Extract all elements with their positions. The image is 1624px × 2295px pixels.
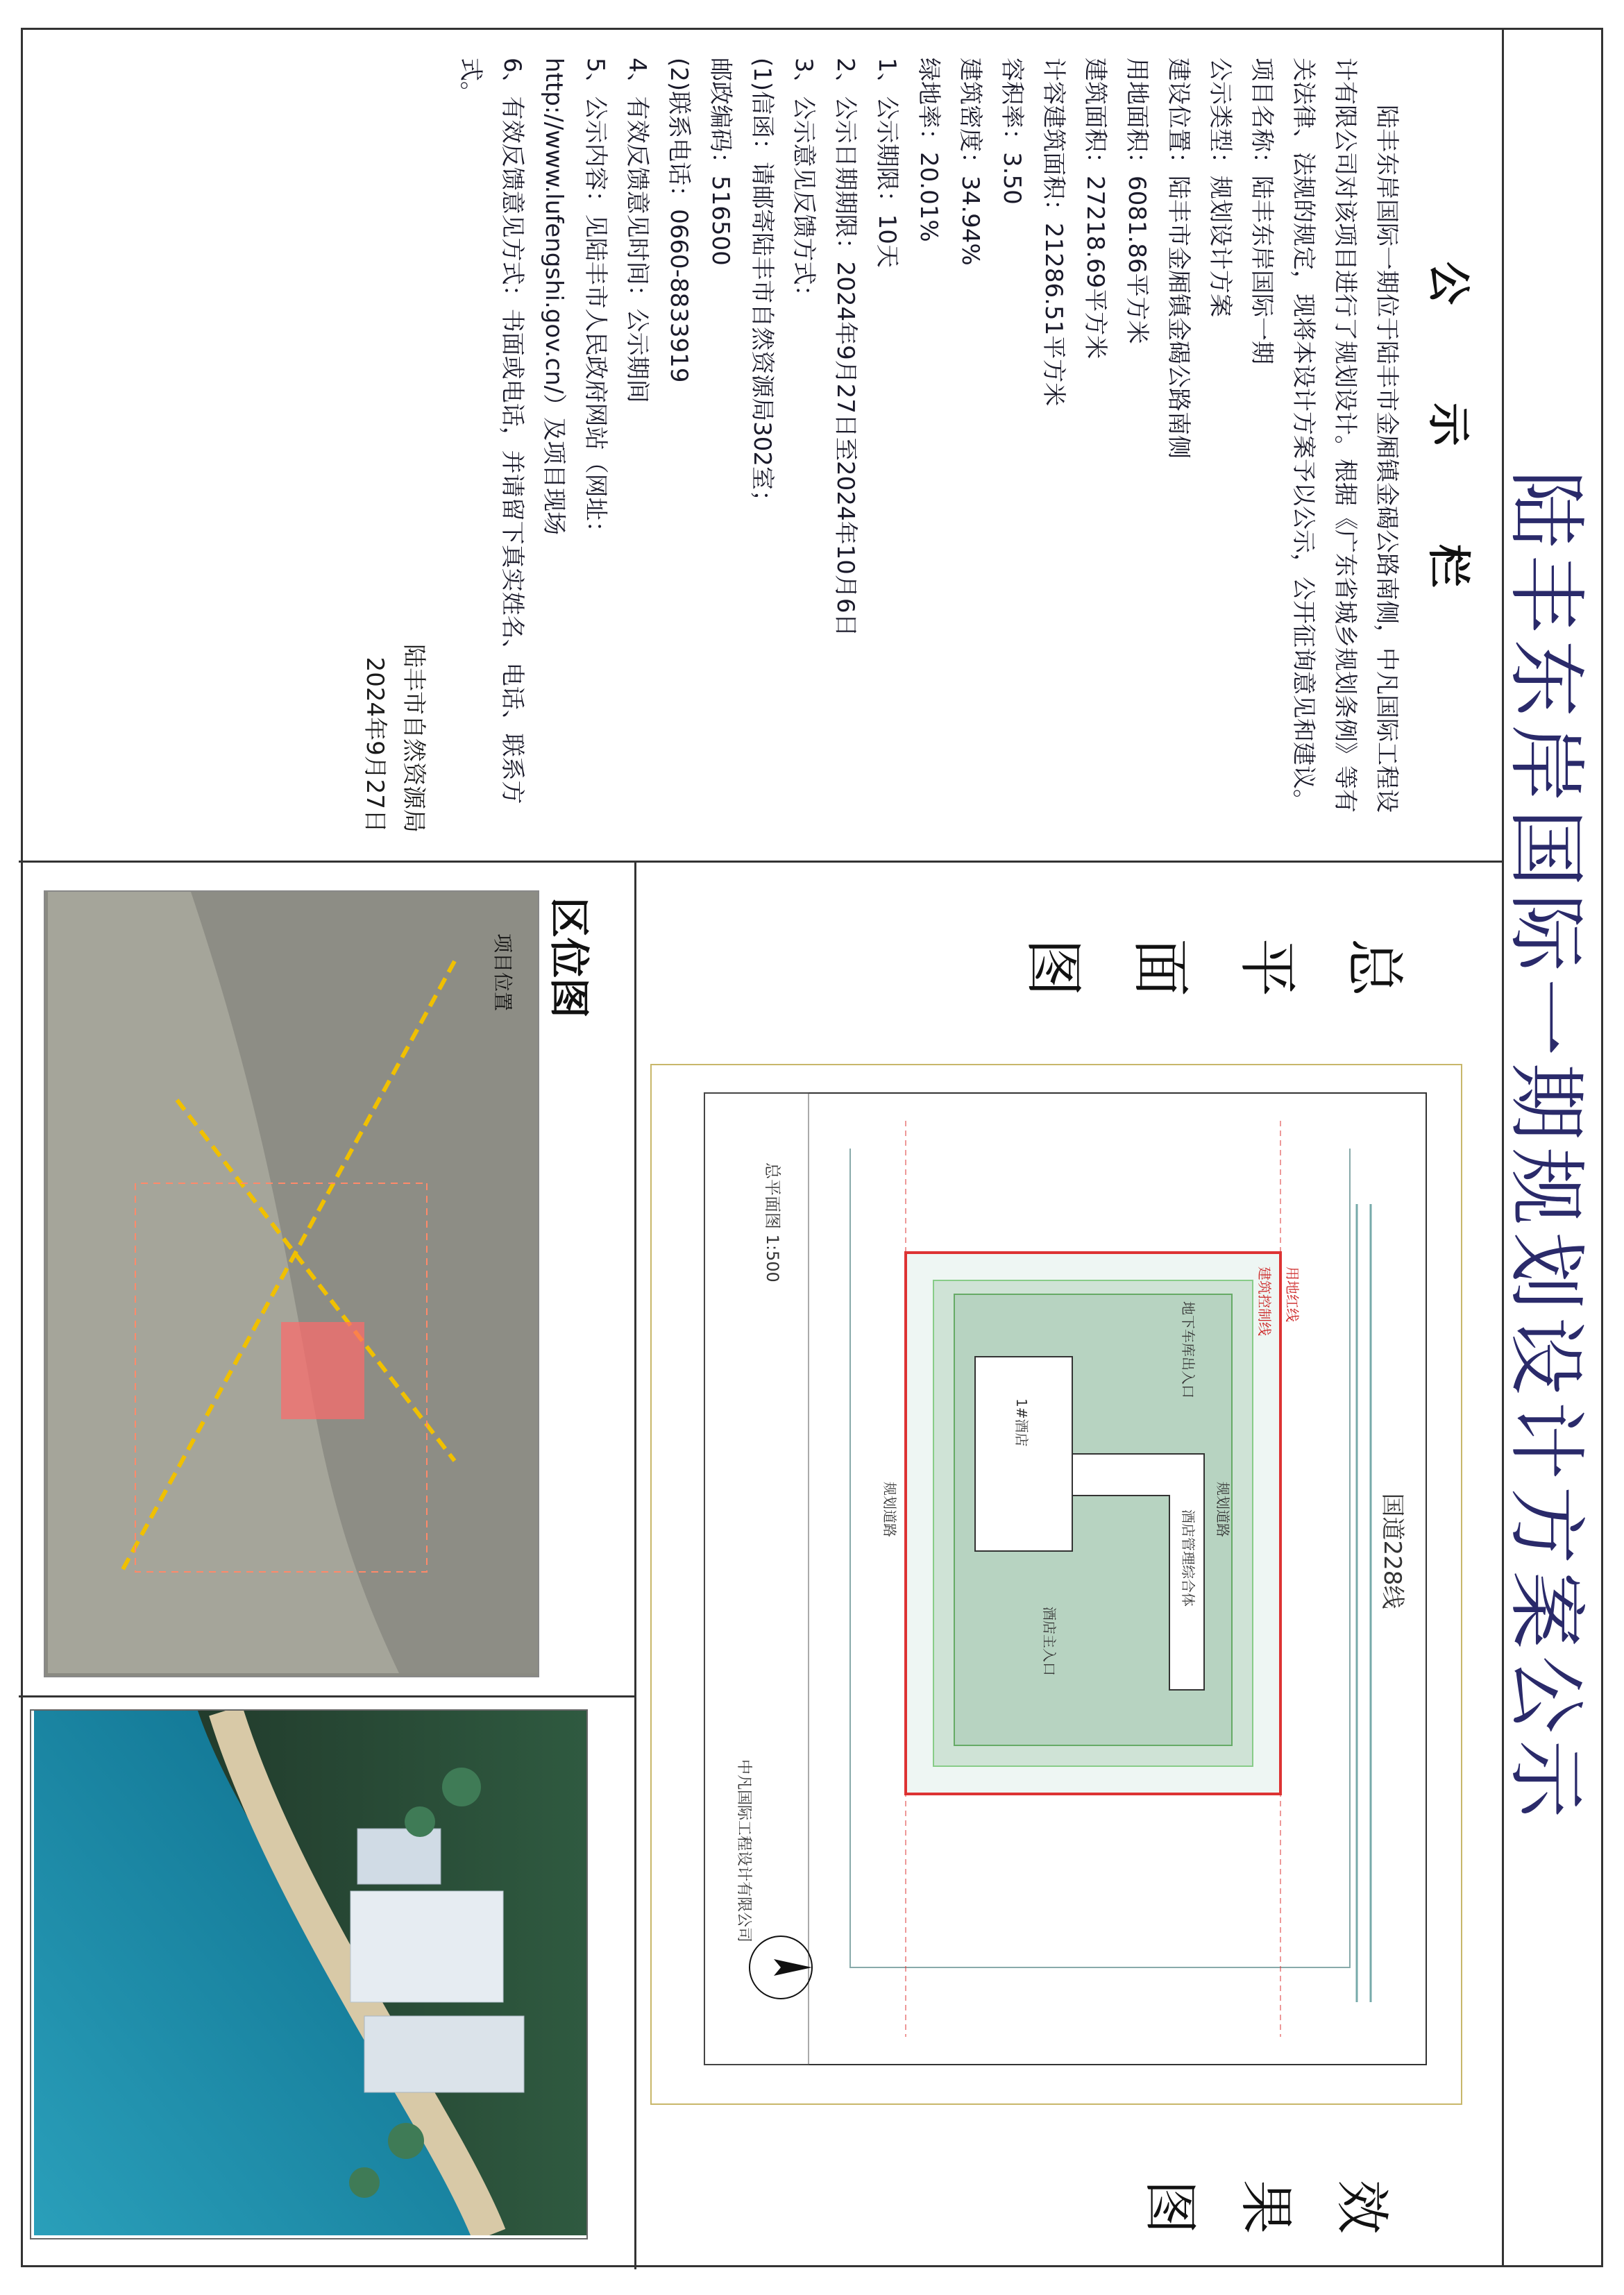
site-plan-drawing (652, 1065, 1461, 2103)
region-title: 区位图 (545, 897, 593, 1019)
notice-row: 1、公示期限：10天 (873, 58, 901, 268)
plan-label: 地下车库出入口 (1180, 1301, 1196, 1398)
plan-label: 建筑控制线 (1256, 1267, 1273, 1336)
divider (634, 863, 636, 2269)
signature-org: 陆丰市自然资源局 (400, 644, 428, 833)
notice-row: 邮政编码：516500 (707, 58, 734, 266)
road-label: 国道228线 (1378, 1493, 1406, 1609)
plan-section-label-text: 总平面图 (978, 929, 1405, 997)
notice-row: 用地面积：6081.86平方米 (1123, 58, 1151, 344)
poster-title: 陆丰东岸国际一期规划设计方案公示 (1500, 470, 1591, 1825)
title-band (1502, 30, 1601, 2265)
notice-row: 6、有效反馈意见方式：书面或电话，并请留下真实姓名、电话、联系方式。 (457, 58, 526, 804)
region-map-drawing (48, 892, 538, 1673)
notice-row: 建筑面积：27218.69平方米 (1081, 58, 1109, 359)
notice-row: 3、公示意见反馈方式： (790, 58, 818, 309)
signature-date: 2024年9月27日 (361, 657, 389, 833)
notice-row: (1)信函：请邮寄陆丰市自然资源局302室； (748, 58, 776, 514)
region-map (44, 890, 539, 1677)
signature (355, 58, 433, 833)
effect-section-label-text: 效果图 (1103, 2171, 1391, 2233)
notice-row: 绿地率：20.01% (915, 58, 942, 242)
plan-label: 酒店管理综合体 (1180, 1509, 1196, 1607)
plan-label: 1#酒店 (1013, 1398, 1030, 1447)
notice-row: 4、有效反馈意见时间：公示期间 (623, 58, 651, 403)
notice-row: 建设位置：陆丰市金厢镇金碣公路南侧 (1165, 58, 1192, 459)
notice-poster (21, 28, 1603, 2267)
notice-row: 建筑密度：34.94% (956, 58, 984, 266)
notice-row: (2)联系电话：0660-8833919 (665, 58, 693, 383)
notice-row: 公示类型：规划设计方案 (1206, 58, 1234, 317)
project-location-label: 项目位置 (491, 933, 514, 1012)
notice-row: 2、公示日期期限：2024年9月27日至2024年10月6日 (831, 58, 859, 637)
notice-rows (450, 58, 1283, 833)
notice-row: 项目名称：陆丰东岸国际一期 (1248, 58, 1276, 364)
effect-section-label (990, 2140, 1504, 2264)
notice-row: 计容建筑面积：21286.51平方米 (1040, 58, 1067, 407)
divider (19, 1695, 636, 1697)
notice-panel (19, 30, 1504, 863)
notice-heading: 公 示 栏 (1423, 261, 1474, 629)
plan-label: 规划道路 (881, 1482, 898, 1537)
plan-label: 规划道路 (1215, 1482, 1231, 1537)
plan-label: 用地红线 (1284, 1267, 1301, 1322)
notice-intro: 陆丰东岸国际一期位于陆丰市金厢镇金碣公路南侧，中凡国际工程设计有限公司对该项目进行了规划设计。根据《广东省城乡规划条例》等有关法律、法规的规定，现将本设计方案予以公示，公开征询意见和建议。 (1289, 58, 1401, 813)
site-plan (650, 1064, 1462, 2105)
company-name: 中凡国际工程设计有限公司 (735, 1759, 752, 1943)
plan-section-label (879, 863, 1504, 1064)
plan-caption: 总平面图 1:500 (763, 1162, 782, 1282)
notice-row: 5、公示内容：见陆丰市人民政府网站（网址：http://www.lufengshi.gov.cn/）及项目现场 (540, 58, 609, 545)
effect-render-image (34, 1711, 586, 2235)
effect-render (30, 1709, 588, 2239)
plan-label: 酒店主入口 (1041, 1607, 1058, 1676)
notice-row: 容积率：3.50 (998, 58, 1026, 205)
